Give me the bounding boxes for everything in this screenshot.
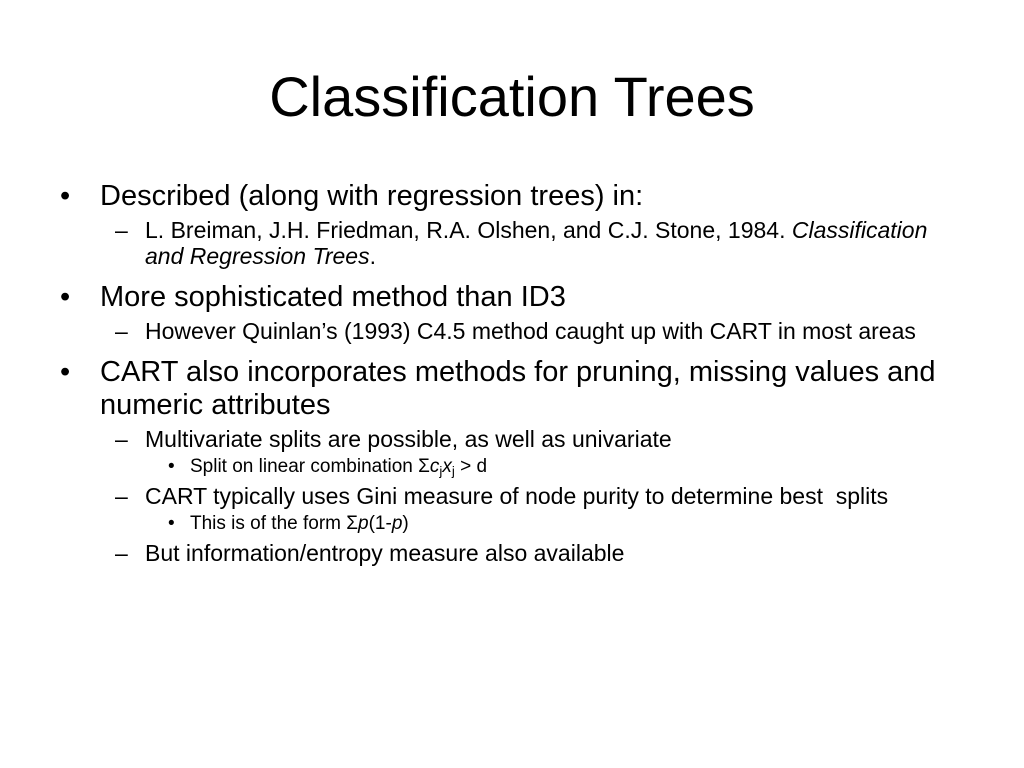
var-p1: p [358, 513, 369, 534]
dash-marker: – [115, 483, 128, 509]
form-mid: (1- [368, 513, 392, 534]
slide-body [60, 180, 960, 566]
subscript-j2: j [451, 463, 455, 479]
sub-bullet-quinlan [60, 318, 960, 344]
bullet-text: More sophisticated method than ID3 [100, 281, 566, 313]
slide-title: Classification Trees [269, 65, 755, 128]
reference-authors: L. Breiman, J.H. Friedman, R.A. Olshen, and C.J. Stone, 1984. [145, 217, 786, 243]
dash-marker: – [115, 318, 128, 344]
sub-bullet-marker: • [168, 456, 175, 477]
bullet-cart [60, 356, 960, 422]
sub-bullet-text: But information/entropy measure also available [145, 540, 625, 566]
coef-c: c [429, 456, 440, 477]
sub-bullet-reference [60, 217, 960, 269]
bullet-marker: • [60, 180, 71, 212]
sub-bullet-multivariate [60, 426, 960, 452]
sub-bullet-gini [60, 483, 960, 509]
dash-marker: – [115, 540, 128, 566]
bullet-described [60, 180, 960, 213]
sub-bullet-text: Multivariate splits are possible, as well as univariate [145, 426, 672, 452]
reference-title: Classification and Regression Trees [145, 217, 928, 269]
sub-sub-bullet-linear [60, 455, 960, 479]
form-end: ) [402, 513, 409, 534]
sub-bullet-text: CART typically uses Gini measure of node purity to determine best splits [145, 483, 889, 509]
bullet-text: CART also incorporates methods for pruning, missing values and numeric attributes [100, 356, 936, 421]
linear-pre: Split on linear combination Σ [190, 456, 430, 477]
reference-end: . [369, 243, 376, 269]
sub-bullet-marker: • [168, 513, 175, 534]
bullet-sophisticated [60, 281, 960, 314]
form-pre: This is of the form Σ [190, 513, 359, 534]
sub-sub-bullet-form [60, 512, 960, 536]
sub-bullet-entropy [60, 540, 960, 566]
bullet-text: Described (along with regression trees) in: [100, 180, 644, 212]
bullet-marker: • [60, 281, 71, 313]
sub-bullet-text: However Quinlan’s (1993) C4.5 method caught up with CART in most areas [145, 318, 916, 344]
dash-marker: – [115, 217, 128, 243]
var-x: x [442, 456, 452, 477]
linear-post: > d [454, 456, 488, 477]
bullet-marker: • [60, 356, 71, 388]
var-p2: p [391, 513, 403, 534]
subscript-j1: j [439, 463, 443, 479]
dash-marker: – [115, 426, 128, 452]
